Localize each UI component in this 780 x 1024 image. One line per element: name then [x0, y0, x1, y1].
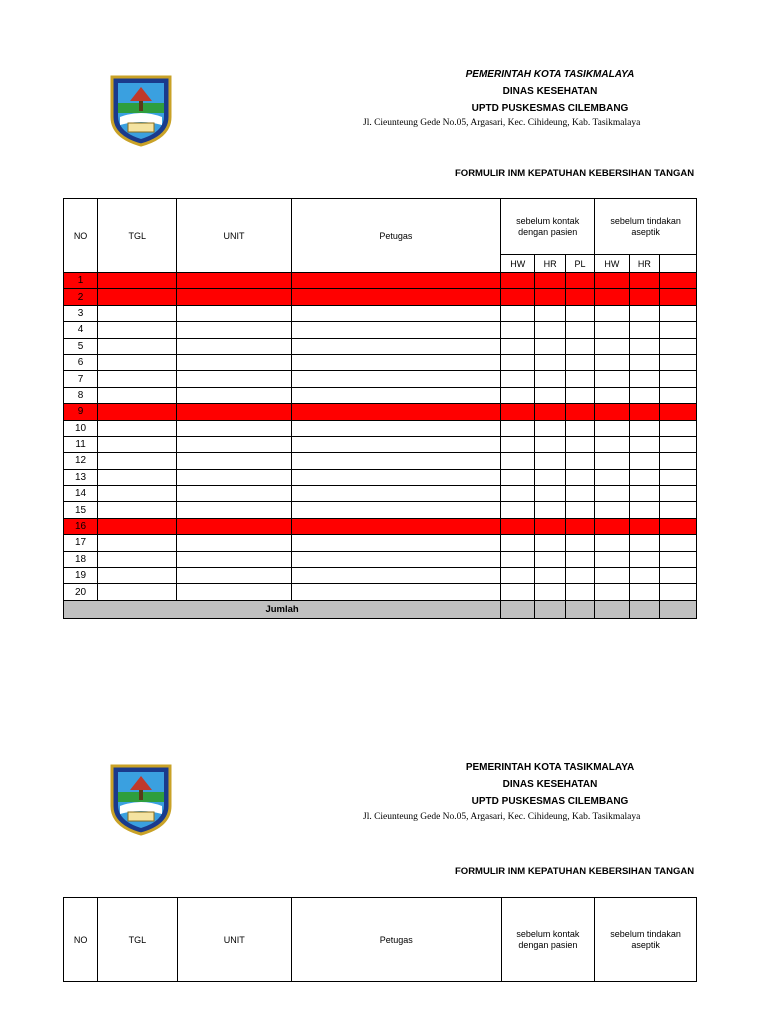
table-cell[interactable] — [291, 404, 500, 420]
table-cell[interactable] — [98, 584, 177, 600]
table-cell[interactable] — [501, 486, 535, 502]
column-header-petugas: Petugas — [291, 898, 501, 982]
table-cell[interactable] — [291, 387, 500, 403]
column-group-before-aseptic: sebelum tindakan aseptik — [595, 199, 697, 255]
table-cell[interactable] — [291, 551, 500, 567]
table-cell[interactable] — [629, 273, 660, 289]
table-cell[interactable] — [629, 436, 660, 452]
table-row — [64, 535, 697, 551]
table-cell[interactable] — [501, 535, 535, 551]
table-cell[interactable] — [291, 289, 500, 305]
table-cell[interactable] — [660, 322, 697, 338]
header-department: DINAS KESEHATAN — [502, 86, 598, 97]
row-number: 15 — [64, 502, 98, 518]
table-cell[interactable] — [535, 305, 565, 321]
table-cell[interactable] — [535, 387, 565, 403]
table-cell[interactable] — [660, 584, 697, 600]
table-cell[interactable] — [98, 436, 177, 452]
table-cell[interactable] — [98, 371, 177, 387]
table-row — [64, 502, 697, 518]
table-cell[interactable] — [565, 486, 594, 502]
table-cell[interactable] — [595, 551, 629, 567]
table-cell[interactable] — [595, 568, 629, 584]
table-row — [64, 486, 697, 502]
table-cell[interactable] — [291, 469, 500, 485]
table-cell[interactable] — [660, 371, 697, 387]
table-cell[interactable] — [501, 551, 535, 567]
subcolumn-header: HW — [501, 255, 535, 273]
table-cell[interactable] — [291, 322, 500, 338]
column-header-unit: UNIT — [177, 898, 291, 982]
table-cell[interactable] — [595, 453, 629, 469]
table-row — [64, 568, 697, 584]
table-cell[interactable] — [660, 568, 697, 584]
column-group-before-aseptic: sebelum tindakan aseptik — [595, 898, 697, 982]
table-cell[interactable] — [177, 289, 291, 305]
table-cell[interactable] — [291, 453, 500, 469]
subcolumn-header-empty — [660, 255, 697, 273]
table-cell[interactable] — [501, 322, 535, 338]
table-cell[interactable] — [595, 305, 629, 321]
table-cell[interactable] — [291, 568, 500, 584]
table-row — [64, 404, 697, 420]
table-cell[interactable] — [291, 584, 500, 600]
table-cell[interactable] — [98, 568, 177, 584]
table-cell[interactable] — [565, 338, 594, 354]
table-cell[interactable] — [660, 387, 697, 403]
column-header-no: NO — [64, 199, 98, 273]
table-cell[interactable] — [98, 453, 177, 469]
table-cell[interactable] — [501, 273, 535, 289]
table-cell[interactable] — [595, 584, 629, 600]
table-cell[interactable] — [177, 568, 291, 584]
row-number: 10 — [64, 420, 98, 436]
table-cell[interactable] — [291, 420, 500, 436]
total-cell[interactable] — [595, 600, 629, 618]
table-cell[interactable] — [565, 584, 594, 600]
table-cell[interactable] — [595, 273, 629, 289]
total-row-label: Jumlah — [64, 600, 501, 618]
subcolumn-header: HR — [629, 255, 660, 273]
table-cell[interactable] — [660, 305, 697, 321]
table-cell[interactable] — [595, 502, 629, 518]
table-cell[interactable] — [535, 436, 565, 452]
form-title: FORMULIR INM KEPATUHAN KEBERSIHAN TANGAN — [455, 168, 695, 179]
table-cell[interactable] — [98, 420, 177, 436]
table-cell[interactable] — [501, 371, 535, 387]
table-cell[interactable] — [501, 387, 535, 403]
row-number: 4 — [64, 322, 98, 338]
total-cell[interactable] — [535, 600, 565, 618]
table-cell[interactable] — [177, 502, 291, 518]
table-cell[interactable] — [98, 486, 177, 502]
table-cell[interactable] — [660, 338, 697, 354]
table-cell[interactable] — [177, 322, 291, 338]
table-cell[interactable] — [595, 322, 629, 338]
header-unit: UPTD PUSKESMAS CILEMBANG — [471, 103, 629, 114]
table-cell[interactable] — [177, 404, 291, 420]
table-cell[interactable] — [98, 354, 177, 370]
column-group-before-contact: sebelum kontak dengan pasien — [501, 199, 595, 255]
table-cell[interactable] — [535, 338, 565, 354]
table-cell[interactable] — [565, 387, 594, 403]
hand-hygiene-table — [63, 897, 697, 982]
table-cell[interactable] — [535, 273, 565, 289]
table-cell[interactable] — [98, 404, 177, 420]
table-cell[interactable] — [535, 322, 565, 338]
table-cell[interactable] — [565, 535, 594, 551]
form-sheet-2 — [0, 690, 768, 950]
table-cell[interactable] — [291, 305, 500, 321]
table-cell[interactable] — [291, 502, 500, 518]
table-cell[interactable] — [501, 305, 535, 321]
table-cell[interactable] — [501, 584, 535, 600]
table-cell[interactable] — [98, 387, 177, 403]
row-number: 16 — [64, 518, 98, 534]
table-row — [64, 289, 697, 305]
table-cell[interactable] — [501, 453, 535, 469]
column-header-tgl: TGL — [98, 199, 177, 273]
total-cell[interactable] — [501, 600, 535, 618]
row-number: 5 — [64, 338, 98, 354]
table-cell[interactable] — [565, 354, 594, 370]
header-government: PEMERINTAH KOTA TASIKMALAYA — [465, 69, 635, 80]
table-cell[interactable] — [535, 404, 565, 420]
table-cell[interactable] — [629, 404, 660, 420]
table-cell[interactable] — [565, 404, 594, 420]
table-row — [64, 338, 697, 354]
table-cell[interactable] — [535, 502, 565, 518]
total-cell[interactable] — [629, 600, 660, 618]
column-header-tgl: TGL — [98, 898, 177, 982]
table-cell[interactable] — [595, 535, 629, 551]
table-cell[interactable] — [565, 305, 594, 321]
table-cell[interactable] — [177, 338, 291, 354]
table-cell[interactable] — [535, 453, 565, 469]
header-unit: UPTD PUSKESMAS CILEMBANG — [471, 796, 629, 807]
table-cell[interactable] — [501, 404, 535, 420]
table-cell[interactable] — [629, 518, 660, 534]
table-cell[interactable] — [501, 568, 535, 584]
row-number: 3 — [64, 305, 98, 321]
total-cell[interactable] — [660, 600, 697, 618]
table-cell[interactable] — [629, 305, 660, 321]
total-cell[interactable] — [565, 600, 594, 618]
hand-hygiene-table — [63, 198, 697, 619]
table-cell[interactable] — [535, 535, 565, 551]
column-group-before-contact: sebelum kontak dengan pasien — [501, 898, 595, 982]
table-cell[interactable] — [595, 469, 629, 485]
table-cell[interactable] — [501, 502, 535, 518]
table-cell[interactable] — [535, 354, 565, 370]
city-emblem-logo — [108, 73, 174, 147]
table-cell[interactable] — [177, 469, 291, 485]
table-row — [64, 305, 697, 321]
table-cell[interactable] — [501, 518, 535, 534]
table-cell[interactable] — [291, 354, 500, 370]
table-row — [64, 371, 697, 387]
table-cell[interactable] — [660, 436, 697, 452]
table-cell[interactable] — [177, 273, 291, 289]
subcolumn-header: HR — [535, 255, 565, 273]
table-cell[interactable] — [501, 354, 535, 370]
table-cell[interactable] — [565, 469, 594, 485]
table-cell[interactable] — [177, 453, 291, 469]
table-cell[interactable] — [660, 469, 697, 485]
table-cell[interactable] — [595, 387, 629, 403]
table-cell[interactable] — [565, 518, 594, 534]
table-cell[interactable] — [535, 551, 565, 567]
column-header-unit: UNIT — [177, 199, 291, 273]
table-cell[interactable] — [595, 518, 629, 534]
row-number: 1 — [64, 273, 98, 289]
row-number: 13 — [64, 469, 98, 485]
table-cell[interactable] — [660, 273, 697, 289]
table-cell[interactable] — [595, 338, 629, 354]
table-cell[interactable] — [660, 354, 697, 370]
table-cell[interactable] — [98, 469, 177, 485]
table-cell[interactable] — [565, 568, 594, 584]
table-row — [64, 436, 697, 452]
table-row — [64, 584, 697, 600]
table-cell[interactable] — [291, 273, 500, 289]
table-cell[interactable] — [595, 420, 629, 436]
table-cell[interactable] — [501, 436, 535, 452]
table-cell[interactable] — [98, 305, 177, 321]
table-cell[interactable] — [565, 289, 594, 305]
table-cell[interactable] — [629, 354, 660, 370]
table-cell[interactable] — [98, 535, 177, 551]
table-cell[interactable] — [98, 273, 177, 289]
column-header-petugas: Petugas — [291, 199, 500, 273]
table-cell[interactable] — [595, 404, 629, 420]
table-cell[interactable] — [98, 322, 177, 338]
table-cell[interactable] — [595, 354, 629, 370]
table-cell[interactable] — [565, 453, 594, 469]
row-number: 17 — [64, 535, 98, 551]
table-cell[interactable] — [291, 518, 500, 534]
table-cell[interactable] — [595, 371, 629, 387]
table-cell[interactable] — [291, 371, 500, 387]
table-cell[interactable] — [177, 584, 291, 600]
row-number: 18 — [64, 551, 98, 567]
table-cell[interactable] — [177, 371, 291, 387]
table-cell[interactable] — [177, 518, 291, 534]
table-row — [64, 551, 697, 567]
table-cell[interactable] — [177, 535, 291, 551]
table-cell[interactable] — [177, 420, 291, 436]
table-cell[interactable] — [535, 420, 565, 436]
table-cell[interactable] — [629, 338, 660, 354]
city-emblem-logo — [108, 762, 174, 836]
column-header-no: NO — [64, 898, 98, 982]
table-cell[interactable] — [595, 436, 629, 452]
table-cell[interactable] — [629, 322, 660, 338]
row-number: 9 — [64, 404, 98, 420]
table-cell[interactable] — [660, 420, 697, 436]
table-cell[interactable] — [595, 289, 629, 305]
table-cell[interactable] — [501, 469, 535, 485]
table-cell[interactable] — [629, 535, 660, 551]
row-number: 8 — [64, 387, 98, 403]
row-number: 7 — [64, 371, 98, 387]
table-cell[interactable] — [177, 436, 291, 452]
table-cell[interactable] — [501, 338, 535, 354]
header-department: DINAS KESEHATAN — [502, 779, 598, 790]
table-cell[interactable] — [535, 469, 565, 485]
table-cell[interactable] — [177, 486, 291, 502]
table-cell[interactable] — [629, 387, 660, 403]
table-cell[interactable] — [535, 518, 565, 534]
table-cell[interactable] — [98, 289, 177, 305]
table-cell[interactable] — [629, 584, 660, 600]
table-cell[interactable] — [177, 551, 291, 567]
table-cell[interactable] — [291, 338, 500, 354]
table-cell[interactable] — [629, 420, 660, 436]
form-title: FORMULIR INM KEPATUHAN KEBERSIHAN TANGAN — [455, 866, 695, 877]
table-cell[interactable] — [535, 289, 565, 305]
header-address: Jl. Cieunteung Gede No.05, Argasari, Kec. Cihideung, Kab. Tasikmalaya — [363, 812, 641, 822]
row-number: 14 — [64, 486, 98, 502]
table-cell[interactable] — [291, 535, 500, 551]
table-cell[interactable] — [660, 535, 697, 551]
table-row — [64, 469, 697, 485]
table-cell[interactable] — [629, 551, 660, 567]
table-cell[interactable] — [98, 518, 177, 534]
table-cell[interactable] — [629, 453, 660, 469]
table-cell[interactable] — [501, 289, 535, 305]
table-cell[interactable] — [177, 387, 291, 403]
table-cell[interactable] — [98, 338, 177, 354]
table-cell[interactable] — [660, 453, 697, 469]
row-number: 19 — [64, 568, 98, 584]
table-cell[interactable] — [565, 420, 594, 436]
table-cell[interactable] — [660, 486, 697, 502]
table-cell[interactable] — [291, 436, 500, 452]
subcolumn-header: PL — [565, 255, 594, 273]
table-cell[interactable] — [98, 502, 177, 518]
table-cell[interactable] — [535, 486, 565, 502]
table-cell[interactable] — [565, 371, 594, 387]
subcolumn-header: HW — [595, 255, 629, 273]
table-cell[interactable] — [98, 551, 177, 567]
table-cell[interactable] — [535, 371, 565, 387]
table-cell[interactable] — [629, 486, 660, 502]
table-cell[interactable] — [660, 404, 697, 420]
table-row — [64, 322, 697, 338]
table-cell[interactable] — [565, 502, 594, 518]
table-row — [64, 453, 697, 469]
table-cell[interactable] — [629, 371, 660, 387]
table-cell[interactable] — [629, 568, 660, 584]
table-cell[interactable] — [660, 551, 697, 567]
row-number: 2 — [64, 289, 98, 305]
header-government: PEMERINTAH KOTA TASIKMALAYA — [465, 762, 635, 773]
table-cell[interactable] — [291, 486, 500, 502]
table-cell[interactable] — [629, 289, 660, 305]
table-cell[interactable] — [629, 502, 660, 518]
table-cell[interactable] — [535, 584, 565, 600]
table-cell[interactable] — [177, 305, 291, 321]
table-cell[interactable] — [535, 568, 565, 584]
row-number: 6 — [64, 354, 98, 370]
table-cell[interactable] — [595, 486, 629, 502]
table-cell[interactable] — [177, 354, 291, 370]
table-cell[interactable] — [660, 518, 697, 534]
row-number: 20 — [64, 584, 98, 600]
table-cell[interactable] — [565, 436, 594, 452]
table-cell[interactable] — [660, 502, 697, 518]
header-address: Jl. Cieunteung Gede No.05, Argasari, Kec. Cihideung, Kab. Tasikmalaya — [363, 118, 641, 128]
table-row — [64, 273, 697, 289]
table-cell[interactable] — [565, 273, 594, 289]
table-cell[interactable] — [565, 322, 594, 338]
table-cell[interactable] — [660, 289, 697, 305]
table-cell[interactable] — [629, 469, 660, 485]
table-row — [64, 354, 697, 370]
table-cell[interactable] — [501, 420, 535, 436]
table-row — [64, 387, 697, 403]
table-row — [64, 420, 697, 436]
table-row — [64, 518, 697, 534]
table-cell[interactable] — [565, 551, 594, 567]
row-number: 11 — [64, 436, 98, 452]
row-number: 12 — [64, 453, 98, 469]
